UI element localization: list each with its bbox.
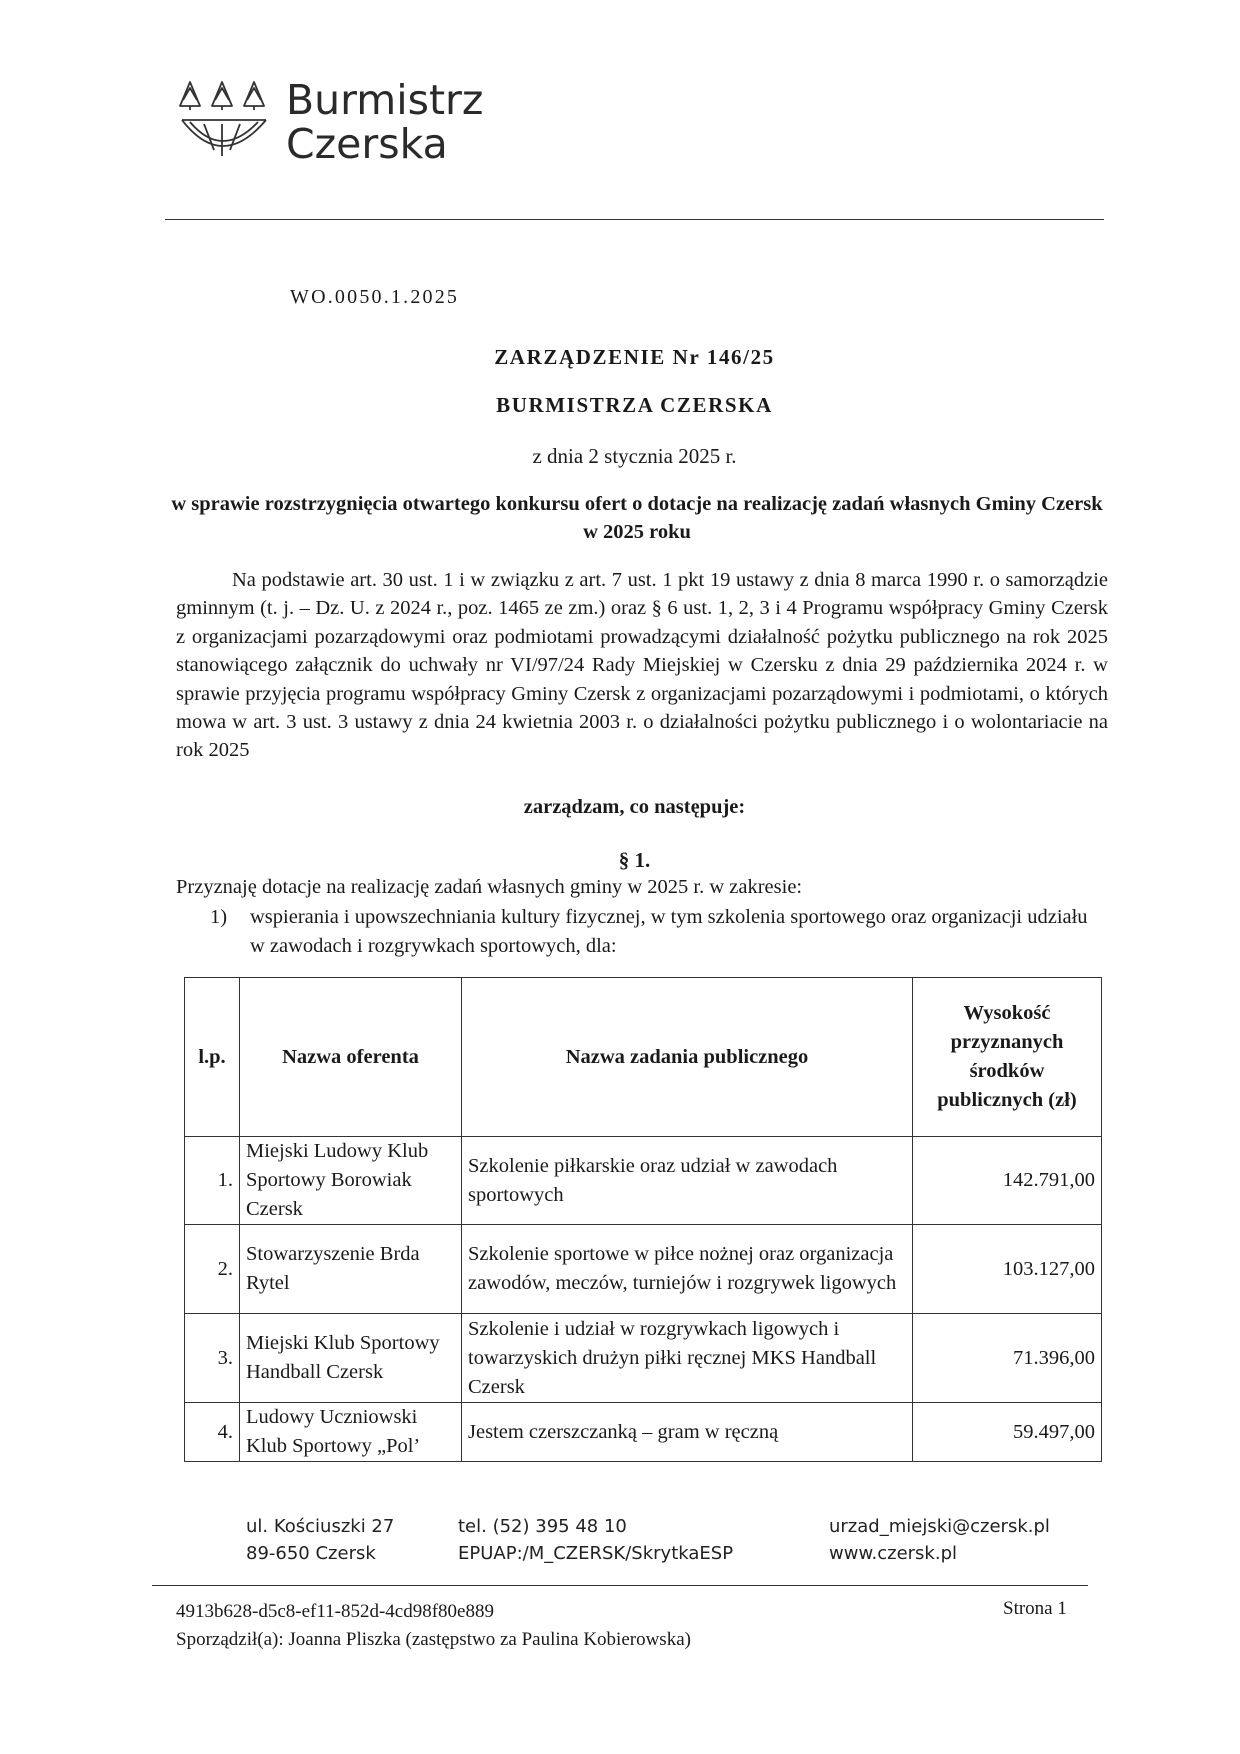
footer-phone: tel. (52) 395 48 10 (458, 1516, 627, 1537)
document-title: ZARZĄDZENIE Nr 146/25 (494, 345, 775, 369)
footer-email-link[interactable]: urzad_miejski@czersk.pl (829, 1516, 1050, 1537)
grants-table (184, 977, 1102, 1462)
cell-amount: 103.127,00 (913, 1225, 1102, 1314)
header-task: Nazwa zadania publicznego (462, 978, 913, 1137)
table-row (185, 1137, 1102, 1225)
section-heading: § 1. (618, 848, 651, 872)
footer-address (246, 1513, 394, 1567)
header-lp: l.p. (185, 978, 240, 1137)
list-item-number: 1) (210, 906, 228, 928)
table-header-row (185, 978, 1102, 1137)
cell-amount: 142.791,00 (913, 1137, 1102, 1225)
legal-basis-text: Na podstawie art. 30 ust. 1 i w związku z art. 7 ust. 1 pkt 19 ustawy z dnia 8 marca 1990 r. o samorządzie gminnym (t. j. – Dz. U. z 2024 r., poz. 1465 ze zm.) oraz § 6 ust. 1, 2, 3 i 4 Programu współpracy Gminy Czersk z organizacjami pozarządowymi oraz podmiotami prowadzącymi działalność pożytku publicznego na rok 2025 stanowiącego załącznik do uchwały nr VI/97/24 Rady Miejskiej w Czersku z dnia 29 października 2024 r. w sprawie przyjęcia programu współpracy Gminy Czersk z organizacjami pozarządowymi i podmiotami, o których mowa w art. 3 ust. 3 ustawy z dnia 24 kwietnia 2003 r. o działalności pożytku publicznego i o wolontariacie na rok 2025 (176, 569, 1108, 762)
document-id: 4913b628-d5c8-ef11-852d-4cd98f80e889 (176, 1601, 494, 1622)
grant-intro: Przyznaję dotacje na realizację zadań własnych gminy w 2025 r. w zakresie: (176, 876, 803, 898)
cell-name: Ludowy Uczniowski Klub Sportowy „Pol’ (240, 1403, 462, 1462)
footer-epuap: EPUAP:/M_CZERSK/SkrytkaESP (458, 1543, 734, 1564)
header-divider (165, 219, 1104, 220)
page-number: Strona 1 (1003, 1598, 1067, 1619)
cell-lp: 2. (185, 1225, 240, 1314)
cell-amount: 71.396,00 (913, 1314, 1102, 1403)
document-date: z dnia 2 stycznia 2025 r. (532, 444, 737, 468)
cell-task: Szkolenie piłkarskie oraz udział w zawodach sportowych (462, 1137, 913, 1225)
logo-line-2: Czerska (286, 120, 448, 168)
legal-basis (176, 566, 1108, 765)
cell-name: Stowarzyszenie Brda Rytel (240, 1225, 462, 1314)
table-row (185, 1225, 1102, 1314)
document-issuer: BURMISTRZA CZERSKA (496, 393, 773, 417)
cell-task: Szkolenie i udział w rozgrywkach ligowych i towarzyskich drużyn piłki ręcznej MKS Handball Czersk (462, 1314, 913, 1403)
cell-task: Szkolenie sportowe w piłce nożnej oraz organizacja zawodów, meczów, turniejów i rozgrywek ligowych (462, 1225, 913, 1314)
table-row (185, 1403, 1102, 1462)
header-amount: Wysokość przyznanych środków publicznych (zł) (913, 978, 1102, 1137)
cell-name: Miejski Klub Sportowy Handball Czersk (240, 1314, 462, 1403)
logo-title (286, 78, 483, 166)
document-meta (176, 1598, 691, 1654)
document-subject: w sprawie rozstrzygnięcia otwartego konkursu ofert o dotacje na realizację zadań własnych Gminy Czersk w 2025 roku (171, 493, 1103, 543)
cell-lp: 4. (185, 1403, 240, 1462)
table-row (185, 1314, 1102, 1403)
footer-contact (458, 1513, 733, 1567)
header-name: Nazwa oferenta (240, 978, 462, 1137)
cell-lp: 3. (185, 1314, 240, 1403)
document-sign: WO.0050.1.2025 (290, 286, 460, 308)
cell-task: Jestem czerszczanką – gram w ręczną (462, 1403, 913, 1462)
cell-name: Miejski Ludowy Klub Sportowy Borowiak Czersk (240, 1137, 462, 1225)
footer-online (829, 1513, 1050, 1567)
cell-lp: 1. (185, 1137, 240, 1225)
logo-line-1: Burmistrz (286, 76, 484, 124)
cell-amount: 59.497,00 (913, 1403, 1102, 1462)
footer-divider (152, 1585, 1088, 1586)
czersk-crest-icon (176, 76, 272, 164)
footer-street: ul. Kościuszki 27 (246, 1516, 395, 1537)
decree-line: zarządzam, co następuje: (523, 796, 746, 818)
prepared-by: Sporządził(a): Joanna Pliszka (zastępstwo za Paulina Kobierowska) (176, 1629, 691, 1650)
footer-city: 89-650 Czersk (246, 1543, 376, 1564)
footer-website-link[interactable]: www.czersk.pl (829, 1543, 958, 1564)
list-item-text: wspierania i upowszechniania kultury fizycznej, w tym szkolenia sportowego oraz organizacji udziału w zawodach i rozgrywkach sportowych, dla: (250, 906, 1088, 957)
